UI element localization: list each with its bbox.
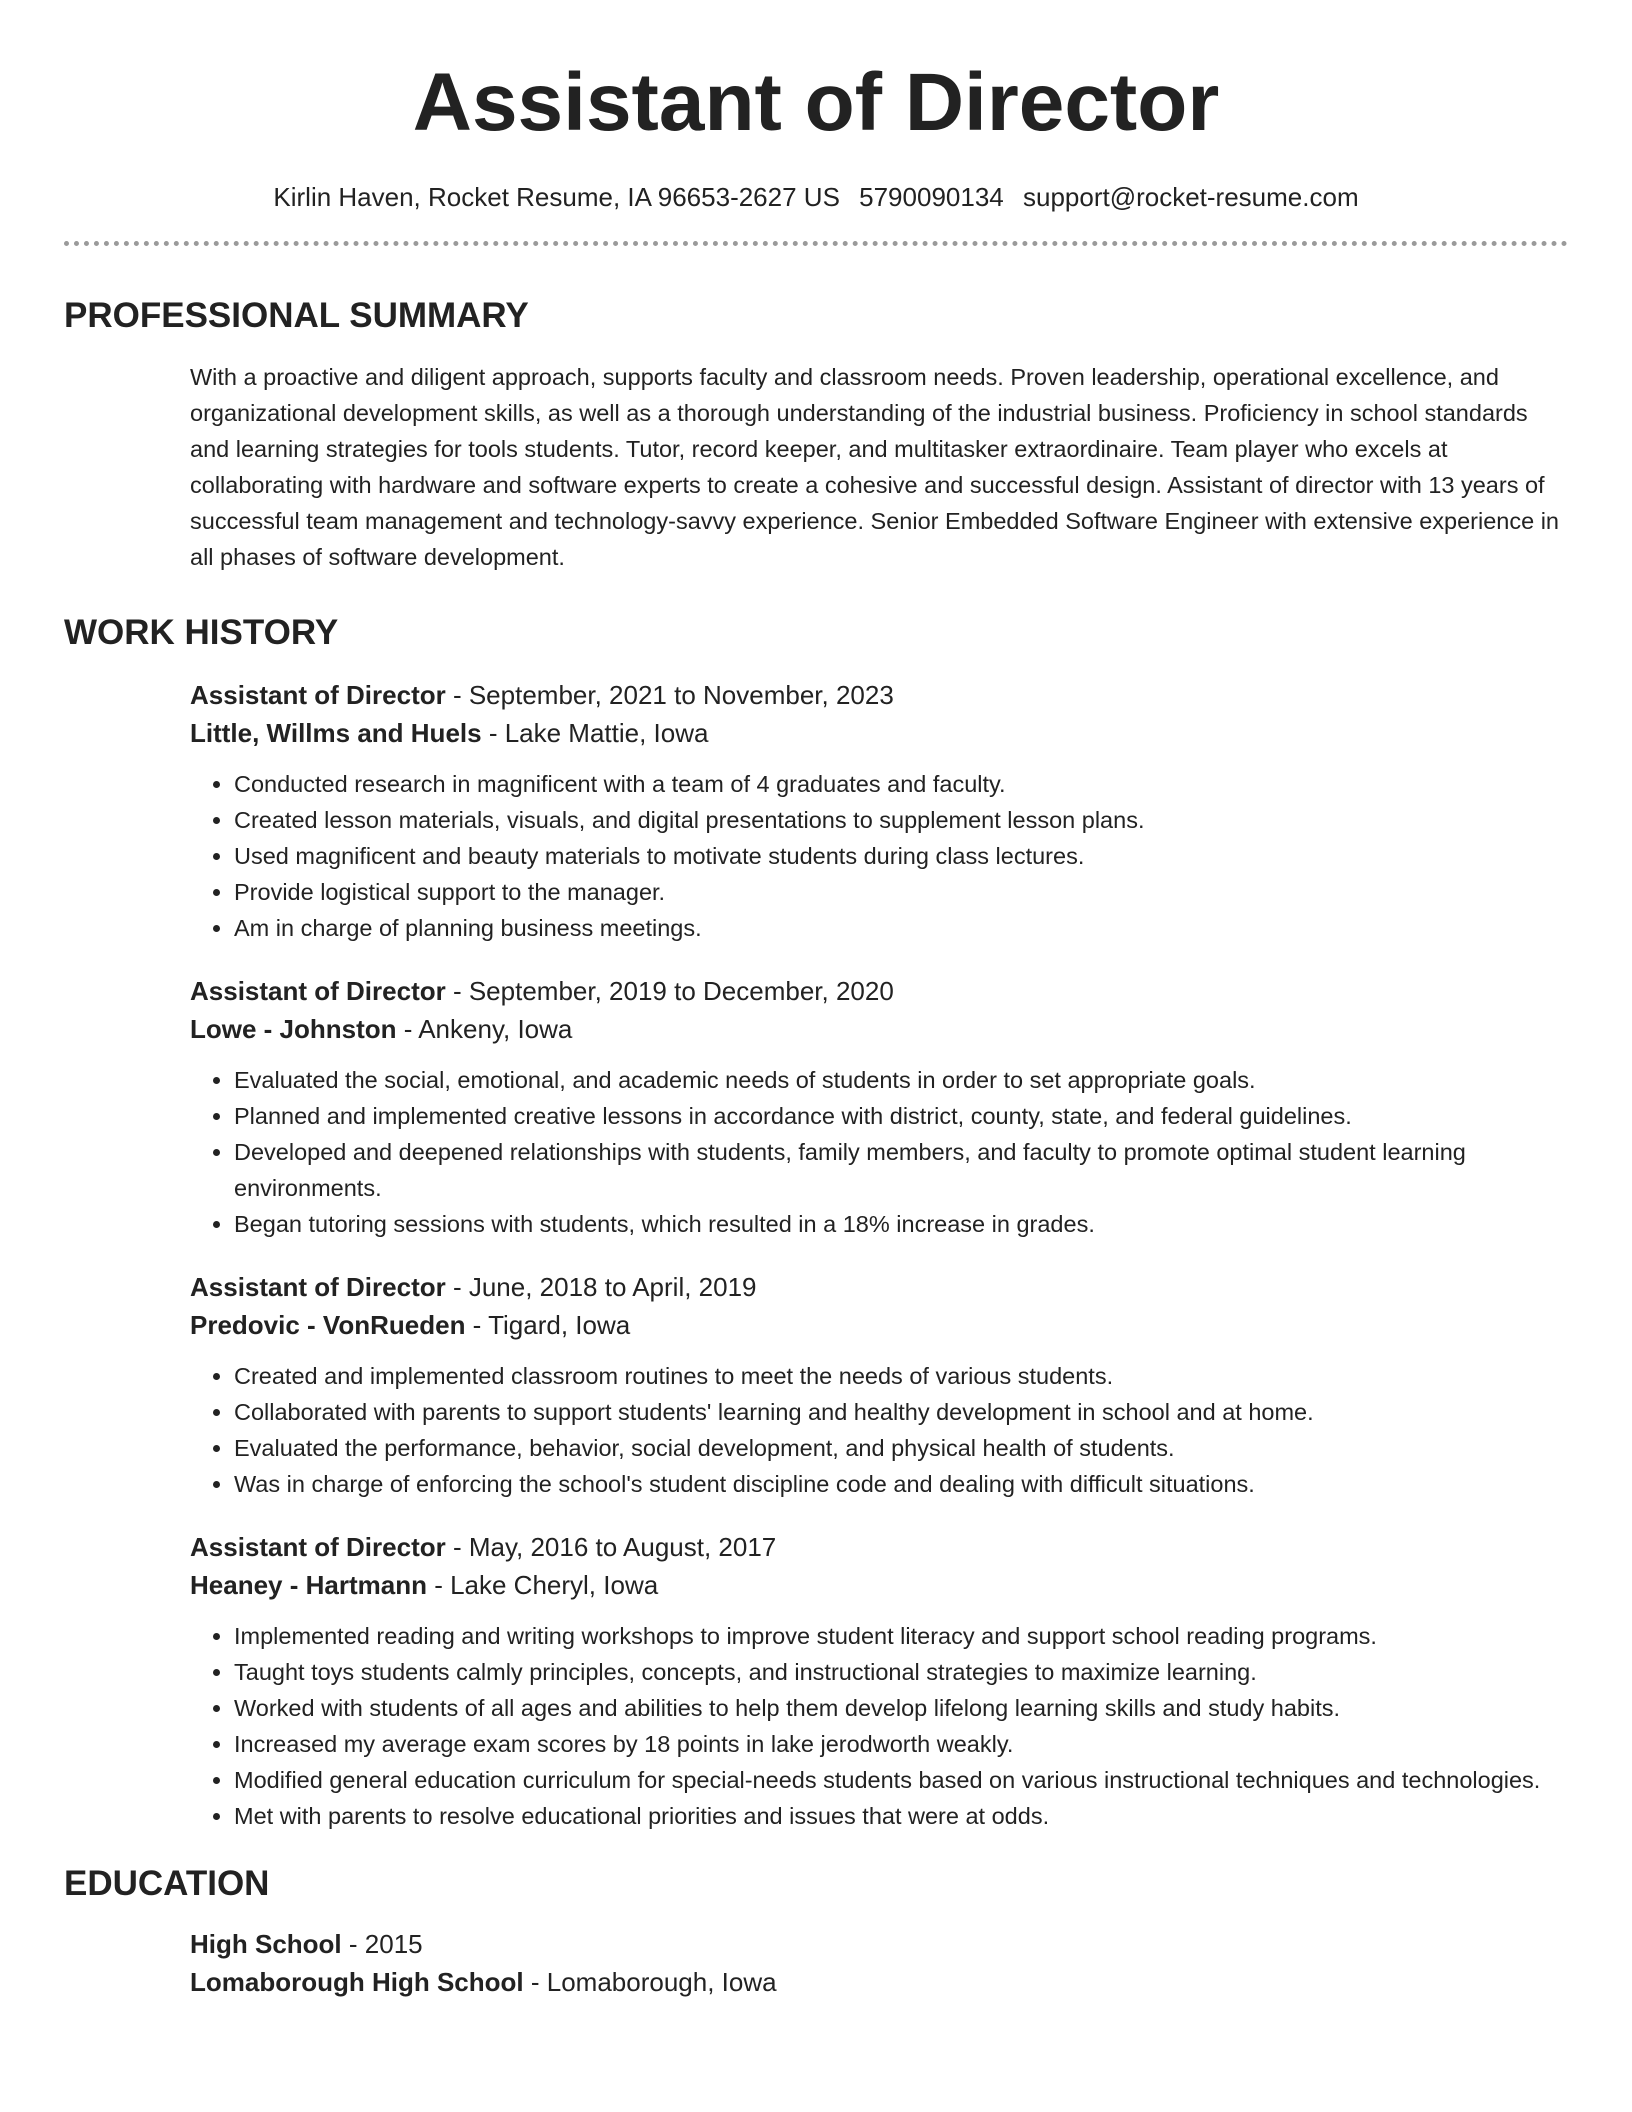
- job-company-line: [190, 714, 1568, 752]
- job-dates: - May, 2016 to August, 2017: [445, 1532, 777, 1562]
- contact-email: support@rocket-resume.com: [1022, 182, 1359, 212]
- job-location: - Lake Mattie, Iowa: [481, 718, 709, 748]
- job-dates: - September, 2021 to November, 2023: [445, 680, 894, 710]
- contact-address: Kirlin Haven, Rocket Resume, IA 96653-2627 US: [273, 182, 840, 212]
- job-location: - Tigard, Iowa: [465, 1310, 631, 1340]
- job-bullet: • Evaluated the performance, behavior, social development, and physical health of students.: [234, 1430, 1568, 1466]
- job-entry: [190, 676, 1568, 946]
- job-bullet: • Evaluated the social, emotional, and academic needs of students in order to set appropriate goals.: [234, 1062, 1568, 1098]
- job-company-line: [190, 1566, 1568, 1604]
- job-bullets: [190, 1618, 1568, 1834]
- job-company: Predovic - VonRueden: [190, 1310, 466, 1340]
- job-role: Assistant of Director: [190, 680, 446, 710]
- education-degree: High School: [190, 1929, 342, 1959]
- job-location: - Ankeny, Iowa: [396, 1014, 573, 1044]
- job-bullet: • Began tutoring sessions with students, which resulted in a 18% increase in grades.: [234, 1206, 1568, 1242]
- job-role: Assistant of Director: [190, 1272, 446, 1302]
- job-entry: [190, 1528, 1568, 1834]
- contact-phone: 5790090134: [859, 182, 1004, 212]
- education-entry: [190, 1925, 1568, 2001]
- job-bullets: [190, 766, 1568, 946]
- job-bullet: • Collaborated with parents to support students' learning and healthy development in school and at home.: [234, 1394, 1568, 1430]
- education-location: - Lomaborough, Iowa: [523, 1967, 777, 1997]
- job-bullet: • Worked with students of all ages and abilities to help them develop lifelong learning skills and study habits.: [234, 1690, 1568, 1726]
- job-bullet: • Taught toys students calmly principles, concepts, and instructional strategies to maximize learning.: [234, 1654, 1568, 1690]
- job-role-line: [190, 1268, 1568, 1306]
- education-school-line: [190, 1963, 1568, 2001]
- job-bullet: • Planned and implemented creative lessons in accordance with district, county, state, and federal guidelines.: [234, 1098, 1568, 1134]
- job-bullet: • Was in charge of enforcing the school's student discipline code and dealing with difficult situations.: [234, 1466, 1568, 1502]
- job-company: Lowe - Johnston: [190, 1014, 397, 1044]
- contact-line: [64, 182, 1568, 213]
- work-history-heading: WORK HISTORY: [64, 613, 339, 652]
- job-bullet: • Used magnificent and beauty materials to motivate students during class lectures.: [234, 838, 1568, 874]
- job-entry: [190, 1268, 1568, 1502]
- job-role-line: [190, 972, 1568, 1010]
- job-role: Assistant of Director: [190, 976, 446, 1006]
- summary-text: With a proactive and diligent approach, supports faculty and classroom needs. Proven leadership, operational excellence, and organizational development skills, as well as a thorough understanding of the industrial business. Proficiency in school standards and learning strategies for tools students. Tutor, record keeper, and multitasker extraordinaire. Team player who excels at collaborating with hardware and software experts to create a cohesive and successful design. Assistant of director with 13 years of successful team management and technology-savvy experience. Senior Embedded Software Engineer with extensive experience in all phases of software development.: [190, 364, 1559, 570]
- job-company-line: [190, 1306, 1568, 1344]
- education-degree-line: [190, 1925, 1568, 1963]
- job-bullet: • Conducted research in magnificent with a team of 4 graduates and faculty.: [234, 766, 1568, 802]
- job-bullets: [190, 1358, 1568, 1502]
- job-company-line: [190, 1010, 1568, 1048]
- job-bullet: • Met with parents to resolve educational priorities and issues that were at odds.: [234, 1798, 1568, 1834]
- job-role-line: [190, 1528, 1568, 1566]
- education-year: - 2015: [341, 1929, 423, 1959]
- job-bullet: • Modified general education curriculum for special-needs students based on various instructional techniques and technologies.: [234, 1762, 1568, 1798]
- resume-name: Assistant of Director: [412, 57, 1220, 148]
- job-role-line: [190, 676, 1568, 714]
- job-role: Assistant of Director: [190, 1532, 446, 1562]
- job-entry: [190, 972, 1568, 1242]
- job-bullet: • Created lesson materials, visuals, and digital presentations to supplement lesson plans.: [234, 802, 1568, 838]
- education-heading: EDUCATION: [64, 1864, 270, 1903]
- job-bullet: • Created and implemented classroom routines to meet the needs of various students.: [234, 1358, 1568, 1394]
- job-company: Little, Willms and Huels: [190, 718, 482, 748]
- header-divider: [64, 241, 1568, 246]
- job-location: - Lake Cheryl, Iowa: [426, 1570, 659, 1600]
- job-bullet: • Am in charge of planning business meetings.: [234, 910, 1568, 946]
- job-dates: - September, 2019 to December, 2020: [445, 976, 894, 1006]
- education-school: Lomaborough High School: [190, 1967, 524, 1997]
- job-bullet: • Increased my average exam scores by 18 points in lake jerodworth weakly.: [234, 1726, 1568, 1762]
- job-bullet: • Developed and deepened relationships with students, family members, and faculty to promote optimal student learning environments.: [234, 1134, 1568, 1206]
- job-bullet: • Provide logistical support to the manager.: [234, 874, 1568, 910]
- job-bullet: • Implemented reading and writing workshops to improve student literacy and support school reading programs.: [234, 1618, 1568, 1654]
- job-dates: - June, 2018 to April, 2019: [445, 1272, 757, 1302]
- job-bullets: [190, 1062, 1568, 1242]
- job-company: Heaney - Hartmann: [190, 1570, 427, 1600]
- summary-heading: PROFESSIONAL SUMMARY: [64, 296, 529, 335]
